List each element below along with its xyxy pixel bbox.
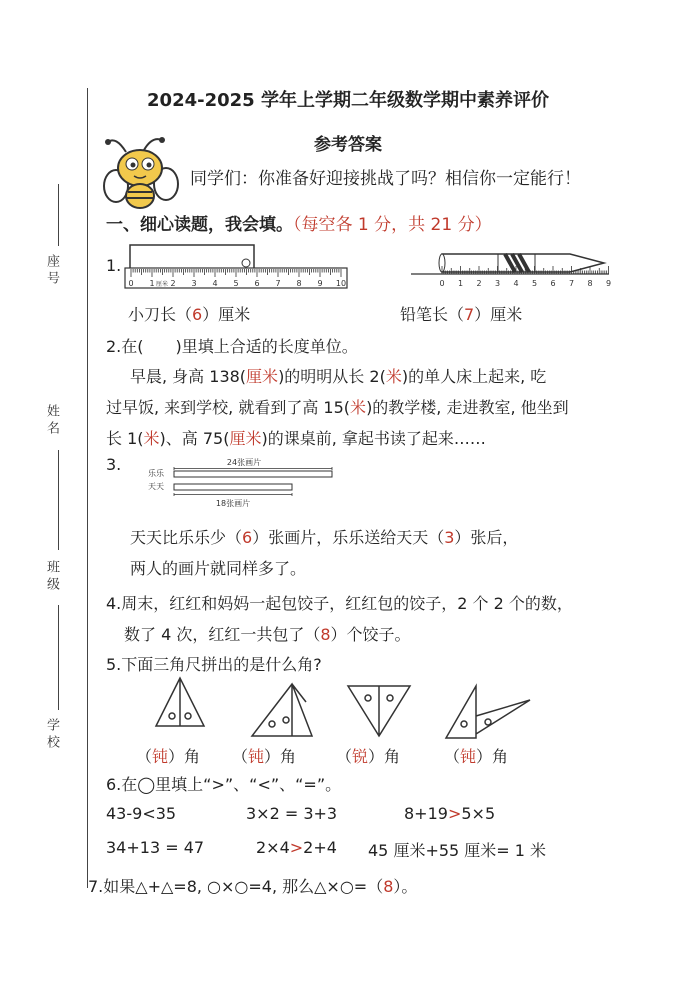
q3-l1-text-a: 天天比乐乐少（ (130, 528, 243, 547)
q5-a1-answer: 钝 (152, 747, 169, 766)
pencil-ruler-figure (410, 244, 610, 290)
q3-tiantian-label: 天天 (148, 482, 164, 491)
q5-a2-post: ）角 (264, 747, 297, 766)
sidebar-class-label: 班 级 (44, 560, 59, 591)
q3-bar-figure (146, 454, 342, 510)
q4-line2 (124, 622, 411, 645)
triangle-figure-3 (348, 686, 410, 736)
page-subtitle: 参考答案 (314, 135, 382, 155)
q3-top-label: 24张画片 (226, 458, 262, 467)
q6-r2c2-left: 2×4 (256, 838, 290, 857)
q3-bottom-label: 18张画片 (215, 499, 251, 508)
knife-ruler-label-4: 4 (212, 279, 218, 288)
q5-answer-1 (136, 744, 200, 767)
q6-r1c2: 3×2 = 3+3 (246, 804, 338, 823)
knife-pre: 小刀长（ (128, 305, 193, 324)
q2-l3-text-a: 长 1( (106, 429, 144, 448)
q3-l1-text-e: ）张后， (454, 528, 519, 547)
pencil-ruler-label-2: 2 (476, 279, 482, 288)
q5-a4-answer: 钝 (460, 747, 477, 766)
q2-answer-1: 厘米 (246, 367, 279, 386)
knife-ruler-label-7: 7 (275, 279, 281, 288)
q4-l2-text-a: 数了 4 次，红红一共包了（ (124, 625, 321, 644)
q3-line1 (130, 525, 518, 548)
q2-line3 (106, 426, 486, 449)
q6-r2c2 (256, 838, 337, 857)
section1-score: （每空各 1 分，共 21 分） (293, 215, 492, 235)
q2-answer-5: 厘米 (229, 429, 262, 448)
q3-line2: 两人的画片就同样多了。 (130, 559, 307, 578)
q5-a3-post: ）角 (368, 747, 401, 766)
q2-line2 (106, 395, 569, 418)
pencil-ruler-label-1: 1 (457, 279, 464, 288)
pencil-pre: 铅笔长（ (400, 305, 465, 324)
knife-ruler-label-2: 2 (170, 279, 176, 288)
sidebar-seat-line (58, 184, 59, 246)
section1-heading: 一、细心读题，我会填。 (106, 215, 293, 235)
ruler-unit-label: 厘米 (156, 281, 169, 288)
q7-text-post: ）。 (393, 877, 418, 896)
q6-r1c3-answer: > (447, 804, 462, 823)
q2-title: 2.在( )里填上合适的长度单位。 (106, 337, 358, 356)
margin-line (87, 88, 88, 888)
q4-l2-text-c: ）个饺子。 (330, 625, 411, 644)
pencil-ruler-label-5: 5 (531, 279, 538, 288)
section1-title (106, 210, 492, 235)
q1-number: 1. (106, 256, 122, 275)
q5-a1-pre: （ (136, 747, 153, 766)
pencil-ruler-label-0: 0 (439, 279, 445, 288)
knife-ruler-label-5: 5 (233, 279, 239, 288)
q6-r1c3 (404, 804, 495, 823)
q1-knife-answer (128, 302, 250, 325)
q6-r2c2-answer: > (289, 838, 304, 857)
q6-r1c1: 43-9<35 (106, 804, 177, 823)
knife-ruler-label-1: 1 (149, 279, 155, 288)
sidebar-school-line (58, 680, 59, 710)
q2-answer-3: 米 (350, 398, 367, 417)
knife-ruler-label-8: 8 (296, 279, 302, 288)
q5-title: 5.下面三角尺拼出的是什么角? (106, 655, 322, 674)
q6-r2c1: 34+13 = 47 (106, 838, 205, 857)
q2-l2-text-a: 过早饭, 来到学校, 就看到了高 15( (106, 398, 351, 417)
page-title: 2024-2025 学年上学期二年级数学期中素养评价 (147, 90, 549, 111)
knife-ruler-figure (124, 244, 348, 290)
sidebar-name-line (58, 450, 59, 550)
q2-l1-text-a: 早晨, 身高 138( (130, 367, 247, 386)
q6-title: 6.在◯里填上“>”、“<”、“=”。 (106, 775, 342, 794)
q2-answer-2: 米 (385, 367, 402, 386)
pencil-ruler-label-3: 3 (494, 279, 501, 288)
q6-r1c3-right: 5×5 (461, 804, 496, 823)
q4-line1: 4.周末，红红和妈妈一起包饺子，红红包的饺子，2 个 2 个的数， (106, 594, 573, 613)
triangle-figure-2 (252, 684, 312, 736)
q2-l1-text-c: )的明明从长 2( (278, 367, 386, 386)
greeting-text: 同学们：你准备好迎接挑战了吗？相信你一定能行！ (190, 169, 581, 189)
knife-ruler-label-10: 10 (335, 279, 347, 288)
q2-l1-text-e: )的单人床上起来, 吃 (401, 367, 547, 386)
q2-l3-text-c: )、高 75( (159, 429, 230, 448)
triangle-figure-1 (156, 678, 204, 726)
triangle-figure-4 (446, 686, 530, 738)
q7-line (88, 874, 417, 897)
sidebar-name-label: 姓 名 (44, 404, 59, 435)
knife-ruler-label-6: 6 (254, 279, 260, 288)
q5-answer-3 (336, 744, 400, 767)
q3-answer-2: 3 (444, 528, 455, 547)
q5-a4-post: ）角 (476, 747, 509, 766)
knife-post: ）厘米 (202, 305, 251, 324)
q5-a2-pre: （ (232, 747, 249, 766)
q5-answer-2 (232, 744, 296, 767)
knife-ruler-label-3: 3 (191, 279, 197, 288)
q1-pencil-answer (400, 302, 522, 325)
q2-line1 (130, 364, 546, 387)
pencil-ruler-label-9: 9 (605, 279, 612, 288)
knife-ruler-label-0: 0 (128, 279, 134, 288)
q6-r1c3-left: 8+19 (404, 804, 448, 823)
q5-a3-pre: （ (336, 747, 353, 766)
q5-triangles-figure (150, 676, 540, 740)
q3-lele-label: 乐乐 (148, 469, 164, 478)
pencil-answer: 7 (464, 305, 475, 324)
q2-l3-text-e: )的课桌前, 拿起书读了起来…… (261, 429, 486, 448)
q7-text-pre: 7.如果△+△=8, ○×○=4, 那么△×○=（ (88, 877, 384, 896)
q5-a1-post: ）角 (168, 747, 201, 766)
q2-answer-4: 米 (143, 429, 160, 448)
q6-r2c3: 45 厘米+55 厘米= 1 米 (368, 841, 547, 860)
knife-answer: 6 (192, 305, 203, 324)
q4-answer: 8 (320, 625, 331, 644)
q3-answer-1: 6 (242, 528, 253, 547)
sidebar-seat-label: 座 号 (44, 254, 59, 285)
q2-l2-text-c: )的教学楼, 走进教室, 他坐到 (366, 398, 569, 417)
pencil-ruler-label-7: 7 (568, 279, 575, 288)
q5-answer-4 (444, 744, 508, 767)
pencil-ruler-label-8: 8 (587, 279, 593, 288)
knife-ruler-label-9: 9 (317, 279, 323, 288)
q6-r2c2-right: 2+4 (303, 838, 337, 857)
q5-a2-answer: 钝 (248, 747, 265, 766)
bee-mascot-icon (104, 134, 184, 210)
sidebar-school-label: 学 校 (44, 718, 59, 749)
q7-answer: 8 (383, 877, 394, 896)
q3-number: 3. (106, 455, 122, 474)
q5-a3-answer: 锐 (352, 747, 369, 766)
pencil-ruler-label-6: 6 (550, 279, 556, 288)
pencil-ruler-label-4: 4 (513, 279, 519, 288)
q3-l1-text-c: ）张画片，乐乐送给天天（ (252, 528, 445, 547)
pencil-post: ）厘米 (474, 305, 523, 324)
q5-a4-pre: （ (444, 747, 461, 766)
